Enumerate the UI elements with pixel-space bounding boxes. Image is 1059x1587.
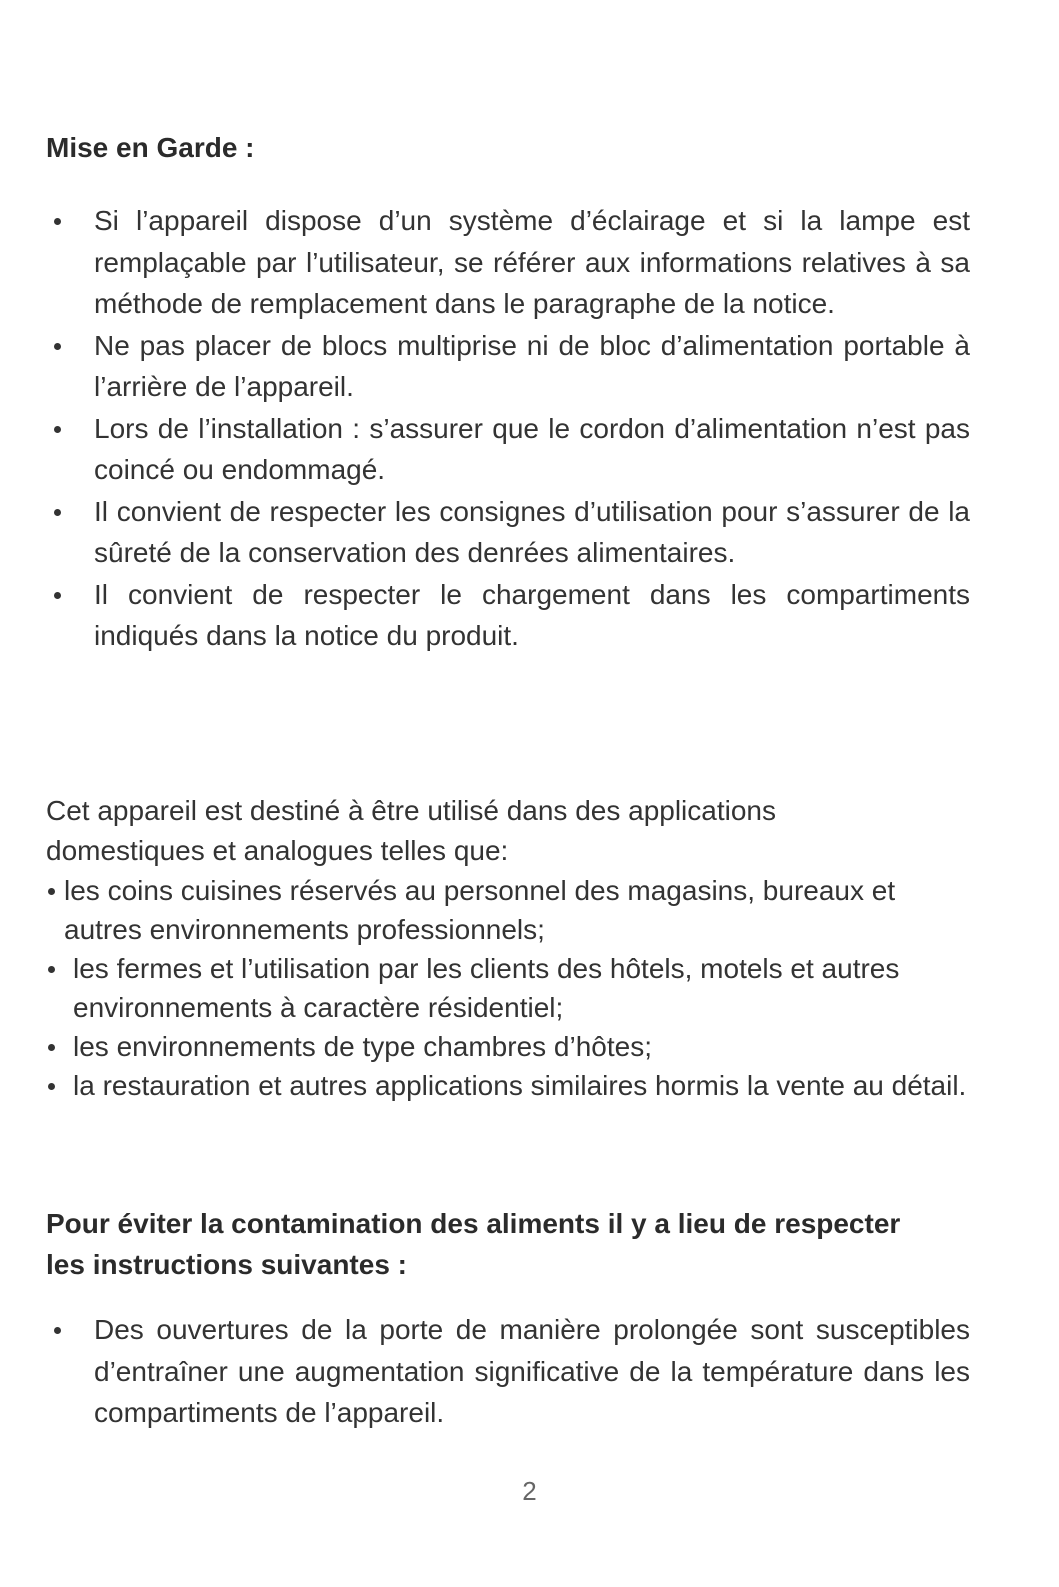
warning-item-text: Lors de l’installation : s’assurer que le cordon d’alimentation n’est pas coincé ou endommagé. <box>94 412 970 485</box>
usage-list <box>46 871 1016 1105</box>
contamination-item <box>46 1309 970 1434</box>
bullet-icon <box>54 218 61 225</box>
bullet-icon <box>48 1083 55 1090</box>
warning-item-text: Il convient de respecter les consignes d’utilisation pour s’assurer de la sûreté de la conservation des denrées alimentaires. <box>94 495 970 568</box>
warning-item <box>46 574 970 657</box>
warning-item <box>46 200 970 325</box>
warning-heading: Mise en Garde : <box>46 132 255 163</box>
bullet-icon <box>54 509 61 516</box>
warning-item <box>46 491 970 574</box>
usage-item <box>46 871 964 949</box>
bullet-icon <box>54 592 61 599</box>
bullet-icon <box>48 966 55 973</box>
bullet-icon <box>54 1327 61 1334</box>
usage-item <box>46 949 1016 1027</box>
contamination-heading: Pour éviter la contamination des aliments il y a lieu de respecter les instructions suivantes : <box>46 1208 901 1280</box>
usage-item <box>46 1027 1016 1066</box>
page-number: 2 <box>522 1476 537 1506</box>
warning-item-text: Si l’appareil dispose d’un système d’éclairage et si la lampe est remplaçable par l’utilisateur, se référer aux informations relatives à sa méthode de remplacement dans le paragraphe de la notice. <box>94 205 970 319</box>
warning-item-text: Il convient de respecter le chargement dans les compartiments indiqués dans la notice du produit. <box>94 578 970 651</box>
usage-item-text: les fermes et l’utilisation par les clients des hôtels, motels et autres environnements à caractère résidentiel; <box>73 953 900 1023</box>
usage-item-text: les coins cuisines réservés au personnel des magasins, bureaux et autres environnements professionnels; <box>64 875 896 945</box>
warning-item <box>46 408 970 491</box>
bullet-icon <box>48 1044 55 1051</box>
warning-item-text: Ne pas placer de blocs multiprise ni de bloc d’alimentation portable à l’arrière de l’appareil. <box>94 329 970 402</box>
bullet-icon <box>54 426 61 433</box>
usage-item-text: les environnements de type chambres d’hôtes; <box>73 1031 652 1062</box>
warning-item <box>46 325 970 408</box>
usage-item-text: la restauration et autres applications similaires hormis la vente au détail. <box>73 1070 967 1101</box>
contamination-list <box>46 1309 970 1434</box>
contamination-item-text: Des ouvertures de la porte de manière prolongée sont susceptibles d’entraîner une augmentation significative de la température dans les compartiments de l’appareil. <box>94 1314 970 1428</box>
usage-item <box>46 1066 1016 1105</box>
bullet-icon <box>48 888 55 895</box>
bullet-icon <box>54 343 61 350</box>
usage-intro: Cet appareil est destiné à être utilisé dans des applications domestiques et analogues telles que: <box>46 795 776 866</box>
warning-list <box>46 200 970 657</box>
